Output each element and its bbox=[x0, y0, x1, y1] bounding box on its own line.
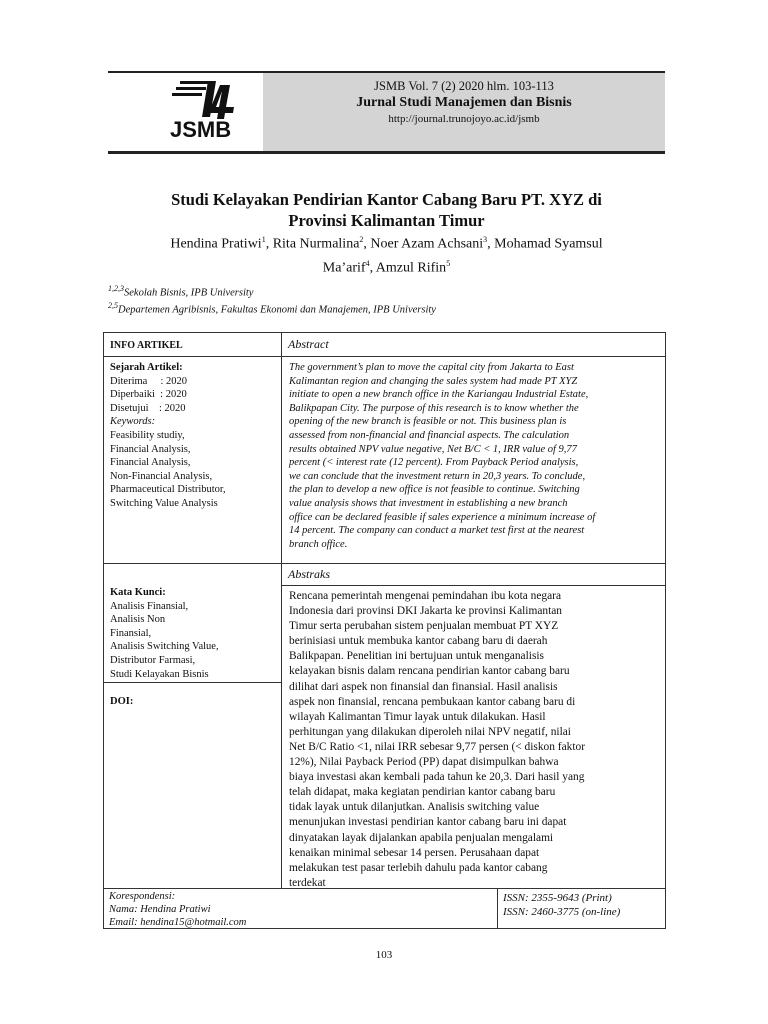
keyword: Switching Value Analysis bbox=[110, 497, 218, 509]
abstraks-line: Indonesia dari provinsi DKI Jakarta ke provinsi Kalimantan bbox=[289, 605, 562, 618]
table-divider bbox=[104, 356, 665, 357]
issn-block bbox=[503, 891, 620, 919]
abstraks-line: telah didapat, maka kegiatan pendirian kantor cabang baru bbox=[289, 786, 556, 799]
journal-url[interactable]: http://journal.trunojoyo.ac.id/jsmb bbox=[388, 113, 540, 125]
abstraks-line: Rencana pemerintah mengenai pemindahan ibu kota negara bbox=[289, 590, 561, 602]
history-received: Diterima : 2020 bbox=[110, 375, 187, 387]
abstraks-line: berinisiasi untuk membuka kantor cabang baru di daerah bbox=[289, 635, 548, 648]
table-divider bbox=[281, 333, 282, 888]
table-divider bbox=[281, 585, 665, 586]
abstract-line: Kalimantan region and changing the sales system had made PT XYZ bbox=[289, 375, 578, 387]
history-revised: Diperbaiki : 2020 bbox=[110, 389, 187, 401]
authors-line-2: Ma’arif$^4$, Amzul Rifin$^5$ bbox=[322, 258, 451, 276]
title-line-2: Provinsi Kalimantan Timur bbox=[288, 211, 485, 230]
table-divider bbox=[104, 563, 665, 564]
abstraks-line: wilayah Kalimantan Timur layak untuk dilakukan. Hasil bbox=[289, 710, 546, 723]
affiliation-1: $^{1,2,3}$Sekolah Bisnis, IPB University bbox=[108, 284, 254, 299]
page-number: 103 bbox=[375, 949, 393, 961]
abstraks-line: tidak layak untuk dilanjutkan. Analisis switching value bbox=[289, 801, 540, 814]
abstract-line: opening of the new branch is feasible or not. This business plan is bbox=[289, 416, 567, 428]
kata-kunci-item: Analisis Switching Value, bbox=[110, 641, 219, 653]
abstraks-line: dilihat dari aspek non finansial dan finansial. Hasil analisis bbox=[289, 680, 558, 693]
keyword: Non-Financial Analysis, bbox=[110, 470, 213, 482]
abstraks-line: perhitungan yang dilakukan diperoleh nilai NPV negatif, nilai bbox=[289, 725, 571, 738]
abstract-line: results obtained NPV value negative, Net B/C < 1, IRR value of 9,77 bbox=[289, 443, 577, 455]
footer-divider bbox=[497, 889, 498, 928]
abstraks-line: aspek non finansial, rencana pembukaan kantor cabang baru di bbox=[289, 695, 576, 708]
keyword: Pharmaceutical Distributor, bbox=[110, 484, 226, 496]
abstract-line: branch office. bbox=[289, 538, 348, 550]
correspondence-email[interactable]: Email: hendina15@hotmail.com bbox=[109, 917, 247, 928]
article-history bbox=[110, 361, 278, 511]
history-label: Sejarah Artikel: bbox=[110, 362, 183, 373]
kata-kunci-item: Distributor Farmasi, bbox=[110, 654, 196, 666]
abstract-line: value analysis shows that investment in establishing a new branch bbox=[289, 497, 568, 509]
abstraks-line: Timur serta perubahan sistem penjualan membuat PT XYZ bbox=[289, 620, 559, 633]
title-line-1: Studi Kelayakan Pendirian Kantor Cabang Baru PT. XYZ di bbox=[171, 190, 602, 209]
issn-print: ISSN: 2355-9643 (Print) bbox=[503, 892, 612, 904]
kata-kunci bbox=[110, 586, 278, 681]
keyword: Feasibility studiy, bbox=[110, 429, 185, 441]
journal-name: Jurnal Studi Manajemen dan Bisnis bbox=[356, 95, 572, 110]
abstraks-line: menunjukan investasi pendirian kantor cabang baru ini dapat bbox=[289, 816, 567, 829]
abstraks-line: kenaikan minimal sebesar 14 persen. Perusahaan dapat bbox=[289, 846, 540, 859]
doi-label: DOI: bbox=[110, 696, 134, 707]
correspondence-label: Korespondensi: bbox=[109, 891, 176, 902]
abstract-header: Abstract bbox=[288, 337, 329, 351]
authors bbox=[108, 230, 665, 277]
abstract-line: percent (< interest rate (12 percent). From Payback Period analysis, bbox=[289, 457, 579, 469]
journal-logo bbox=[108, 73, 263, 151]
table-divider bbox=[104, 682, 281, 683]
abstract-line: office can be declared feasible if sales experience a minimum increase of bbox=[289, 511, 596, 523]
keywords-label: Keywords: bbox=[110, 416, 156, 428]
correspondence bbox=[109, 890, 246, 929]
abstract-line: initiate to open a new branch office in the Kariangau Industrial Estate, bbox=[289, 389, 589, 401]
correspondence-box bbox=[103, 888, 666, 929]
abstract-line: we can conclude that the investment return in 20,3 years. To conclude, bbox=[289, 470, 586, 482]
abstract-line: The government’s plan to move the capital city from Jakarta to East bbox=[289, 362, 574, 373]
issn-online: ISSN: 2460-3775 (on-line) bbox=[503, 906, 621, 918]
article-info-table bbox=[103, 332, 666, 889]
correspondence-name: Nama: Hendina Pratiwi bbox=[109, 904, 211, 915]
paper-title bbox=[108, 189, 665, 231]
abstract-line: 14 percent. The company can conduct a market test first at the nearest bbox=[289, 525, 585, 537]
kata-kunci-item: Analisis Finansial, bbox=[110, 600, 189, 612]
abstract-english bbox=[289, 361, 660, 551]
journal-header bbox=[108, 71, 665, 154]
kata-kunci-item: Finansial, bbox=[110, 627, 152, 639]
history-accepted: Disetujui : 2020 bbox=[110, 402, 186, 414]
abstraks-line: melakukan test pasar terlebih dahulu pada kantor cabang bbox=[289, 861, 548, 874]
abstraks-line: Net B/C Ratio <1, nilai IRR sebesar 9,77 persen (< diskon faktor bbox=[289, 740, 585, 753]
abstraks-line: dinyatakan layak dijalankan apabila penjualan mengalami bbox=[289, 831, 554, 844]
keyword: Financial Analysis, bbox=[110, 443, 191, 455]
kata-kunci-label: Kata Kunci: bbox=[110, 587, 166, 598]
abstract-line: assessed from non-financial and financial aspects. The calculation bbox=[289, 429, 570, 441]
abstraks-line: 12%), Nilai Payback Period (PP) dapat disimpulkan bahwa bbox=[289, 756, 559, 769]
abstraks-line: kelayakan bisnis dalam rencana pendirian kantor cabang baru bbox=[289, 665, 570, 678]
abstraks-line: Balikpapan. Penelitian ini bertujuan untuk menganalisis bbox=[289, 650, 544, 663]
authors-line-1: Hendina Pratiwi$^1$, Rita Nurmalina$^2$, Noer Azam Achsani$^3$, Mohamad Syamsul bbox=[170, 235, 603, 252]
logo-text: JSMB bbox=[170, 117, 232, 142]
info-header: INFO ARTIKEL bbox=[110, 340, 183, 351]
abstract-indonesian bbox=[289, 589, 660, 891]
journal-info bbox=[263, 73, 665, 151]
abstract-line: Balikpapan City. The purpose of this research is to know whether the bbox=[289, 402, 579, 414]
journal-citation: JSMB Vol. 7 (2) 2020 hlm. 103-113 bbox=[374, 79, 554, 93]
kata-kunci-item: Studi Kelayakan Bisnis bbox=[110, 668, 209, 680]
abstraks-header: Abstraks bbox=[288, 567, 330, 581]
kata-kunci-item: Analisis Non bbox=[110, 614, 166, 626]
affiliation-2: $^{2,5}$Departemen Agribisnis, Fakultas Ekonomi dan Manajemen, IPB University bbox=[108, 301, 436, 316]
jsmb-logo-icon bbox=[170, 77, 250, 143]
abstract-line: the plan to develop a new office is not feasible to continue. Switching bbox=[289, 484, 580, 496]
keyword: Financial Analysis, bbox=[110, 457, 191, 469]
abstraks-line: terdekat bbox=[289, 876, 326, 889]
abstraks-line: biaya investasi akan kembali pada tahun ke 20,3. Dari hasil yang bbox=[289, 771, 585, 784]
